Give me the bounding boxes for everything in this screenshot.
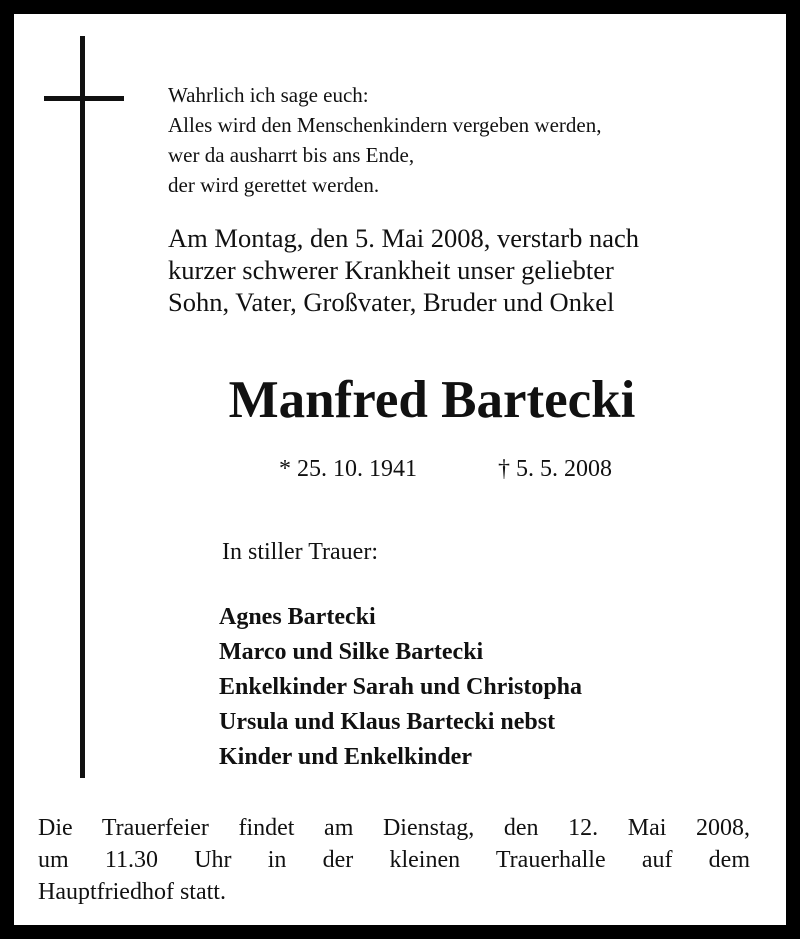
- mourners-list: [219, 600, 582, 775]
- cross-horizontal-bar: [44, 96, 124, 101]
- mourner: Ursula und Klaus Bartecki nebst: [219, 709, 556, 735]
- announcement-line: kurzer schwerer Krankheit unser geliebter: [168, 255, 614, 285]
- mourner: Kinder und Enkelkinder: [219, 744, 472, 770]
- verse-line: der wird gerettet werden.: [168, 173, 380, 197]
- announcement-line: Am Montag, den 5. Mai 2008, verstarb nach: [168, 223, 640, 253]
- announcement-line: Sohn, Vater, Großvater, Bruder und Onkel: [168, 287, 615, 317]
- mourner: Agnes Bartecki: [219, 604, 376, 630]
- bible-verse: [168, 80, 601, 200]
- funeral-line: Die Trauerfeier findet am Dienstag, den 12. Mai 2008,: [38, 815, 750, 841]
- mourner: Marco und Silke Bartecki: [219, 639, 484, 665]
- verse-line: Alles wird den Menschenkindern vergeben werden,: [168, 113, 602, 137]
- funeral-line: um 11.30 Uhr in der kleinen Trauerhalle auf dem: [38, 847, 750, 873]
- death-date: † 5. 5. 2008: [498, 456, 612, 482]
- funeral-notice: [38, 812, 750, 908]
- verse-line: wer da ausharrt bis ans Ende,: [168, 143, 415, 167]
- mourner: Enkelkinder Sarah und Christopha: [219, 674, 583, 700]
- birth-date: * 25. 10. 1941: [279, 456, 417, 482]
- verse-line: Wahrlich ich sage euch:: [168, 83, 369, 107]
- deceased-name: Manfred Bartecki: [228, 371, 636, 429]
- mourning-label: In stiller Trauer:: [222, 539, 378, 565]
- funeral-line: Hauptfriedhof statt.: [38, 879, 226, 905]
- death-announcement: [168, 222, 639, 318]
